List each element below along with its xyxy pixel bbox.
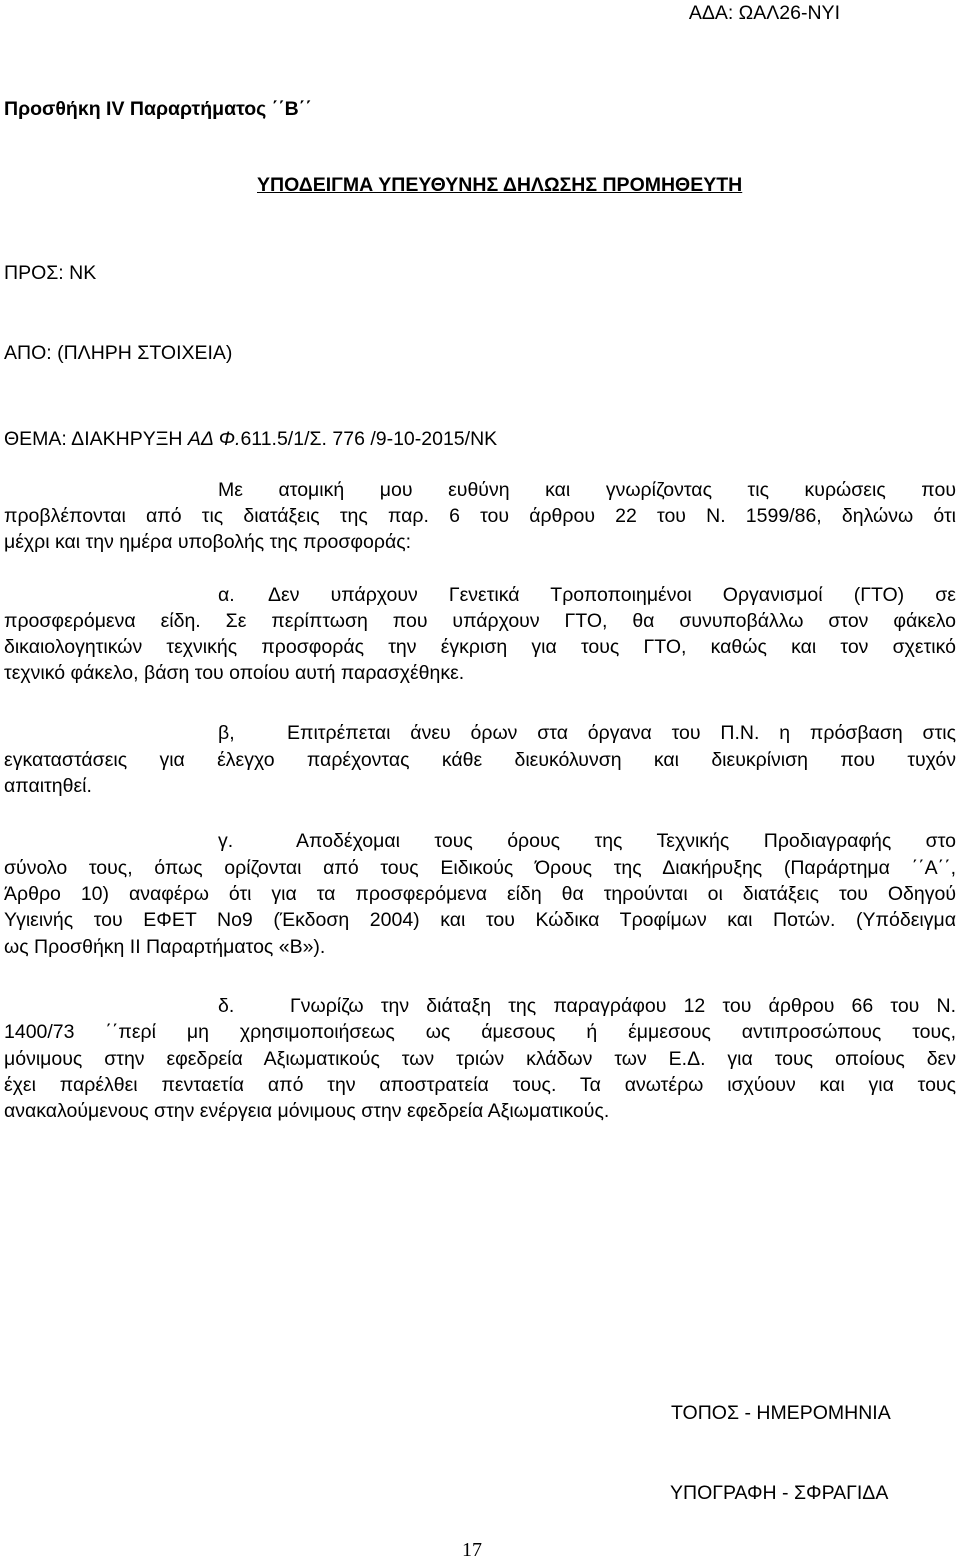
item-d-first-line: Γνωρίζω την διάταξη της παραγράφου 12 του άρθρου 66 του Ν. — [290, 995, 956, 1017]
item-a-line-2: προσφερόμενα είδη. Σε περίπτωση που υπάρχουν ΓΤΟ, θα συνυποβάλλω στον φάκελο — [4, 610, 956, 632]
page-number: 17 — [462, 1539, 482, 1561]
item-a-line-4: τεχνικό φάκελο, βάση του οποίου αυτή παρασχέθηκε. — [4, 662, 465, 684]
to-line: ΠΡΟΣ: ΝΚ — [4, 262, 97, 284]
item-c-line-3: Άρθρο 10) αναφέρω ότι για τα προσφερόμενα είδη θα τηρούνται οι διατάξεις του Οδηγού — [4, 883, 956, 905]
item-d-line-5: ανακαλούμενους στην ενέργεια μόνιμους στην εφεδρεία Αξιωματικούς. — [4, 1100, 610, 1122]
item-c-line-2: σύνολο τους, όπως ορίζονται από τους Ειδικούς Όρους της Διακήρυξης (Παράρτημα ΄΄Α΄΄, — [4, 857, 956, 879]
subject-suffix: 611.5/1/Σ. 776 /9-10-2015/ΝΚ — [240, 428, 498, 450]
item-a-first-line: Δεν υπάρχουν Γενετικά Τροποποιημένοι Οργανισμοί (ΓΤΟ) σε — [268, 584, 956, 606]
signature-label: ΥΠΟΓΡΑΦΗ - ΣΦΡΑΓΙΔΑ — [670, 1482, 889, 1504]
addendum-title: Προσθήκη IV Παραρτήματος ΄΄Β΄΄ — [4, 98, 312, 120]
item-d-line-3: μόνιμους στην εφεδρεία Αξιωματικούς των τριών κλάδων των Ε.Δ. για τους οποίους δεν — [4, 1048, 956, 1070]
subject-italic-ref: ΑΔ Φ. — [187, 428, 241, 450]
item-a-line-3: δικαιολογητικών τεχνικής προσφοράς την έγκριση για τους ΓΤΟ, καθώς και τον σχετικό — [4, 636, 956, 658]
item-b-first-line: Επιτρέπεται άνευ όρων στα όργανα του Π.Ν. η πρόσβαση στις — [287, 722, 956, 744]
main-title: ΥΠΟΔΕΙΓΜΑ ΥΠΕΥΘΥΝΗΣ ΔΗΛΩΣΗΣ ΠΡΟΜΗΘΕΥΤΗ — [257, 174, 743, 196]
item-b-line-3: απαιτηθεί. — [4, 775, 92, 797]
item-a-marker: α. — [218, 584, 235, 606]
place-date-label: ΤΟΠΟΣ - ΗΜΕΡΟΜΗΝΙΑ — [671, 1402, 891, 1424]
from-line: ΑΠΟ: (ΠΛΗΡΗ ΣΤΟΙΧΕΙΑ) — [4, 342, 233, 364]
item-b-marker: β, — [218, 722, 235, 744]
item-d-line-2: 1400/73 ΄΄περί μη χρησιμοποιήσεως ως άμεσους ή έμμεσους αντιπροσώπους τους, — [4, 1021, 956, 1043]
intro-line-1: Με ατομική μου ευθύνη και γνωρίζοντας τις κυρώσεις που — [218, 479, 956, 501]
subject-line — [4, 426, 497, 452]
item-c-marker: γ. — [218, 830, 234, 852]
ada-code: ΑΔΑ: ΩΑΛ26-ΝΥΙ — [688, 2, 840, 24]
intro-line-3: μέχρι και την ημέρα υποβολής της προσφοράς: — [4, 531, 412, 553]
item-d-marker: δ. — [218, 995, 235, 1017]
item-c-line-4: Υγιεινής του ΕΦΕΤ Νο9 (Έκδοση 2004) και του Κώδικα Τροφίμων και Ποτών. (Υπόδειγμα — [4, 909, 956, 931]
item-d-line-4: έχει παρέλθει πενταετία από την αποστρατεία τους. Τα ανωτέρω ισχύουν και για τους — [4, 1074, 956, 1096]
item-b-line-2: εγκαταστάσεις για έλεγχο παρέχοντας κάθε διευκόλυνση και διευκρίνιση που τυχόν — [4, 749, 956, 771]
intro-line-2: προβλέπονται από τις διατάξεις της παρ. 6 του άρθρου 22 του Ν. 1599/86, δηλώνω ότι — [4, 505, 956, 527]
item-c-line-5: ως Προσθήκη ΙΙ Παραρτήματος «Β»). — [4, 936, 326, 958]
subject-prefix: ΘΕΜΑ: ΔΙΑΚΗΡΥΞΗ — [4, 428, 188, 450]
item-c-first-line: Αποδέχομαι τους όρους της Τεχνικής Προδιαγραφής στο — [296, 830, 956, 852]
